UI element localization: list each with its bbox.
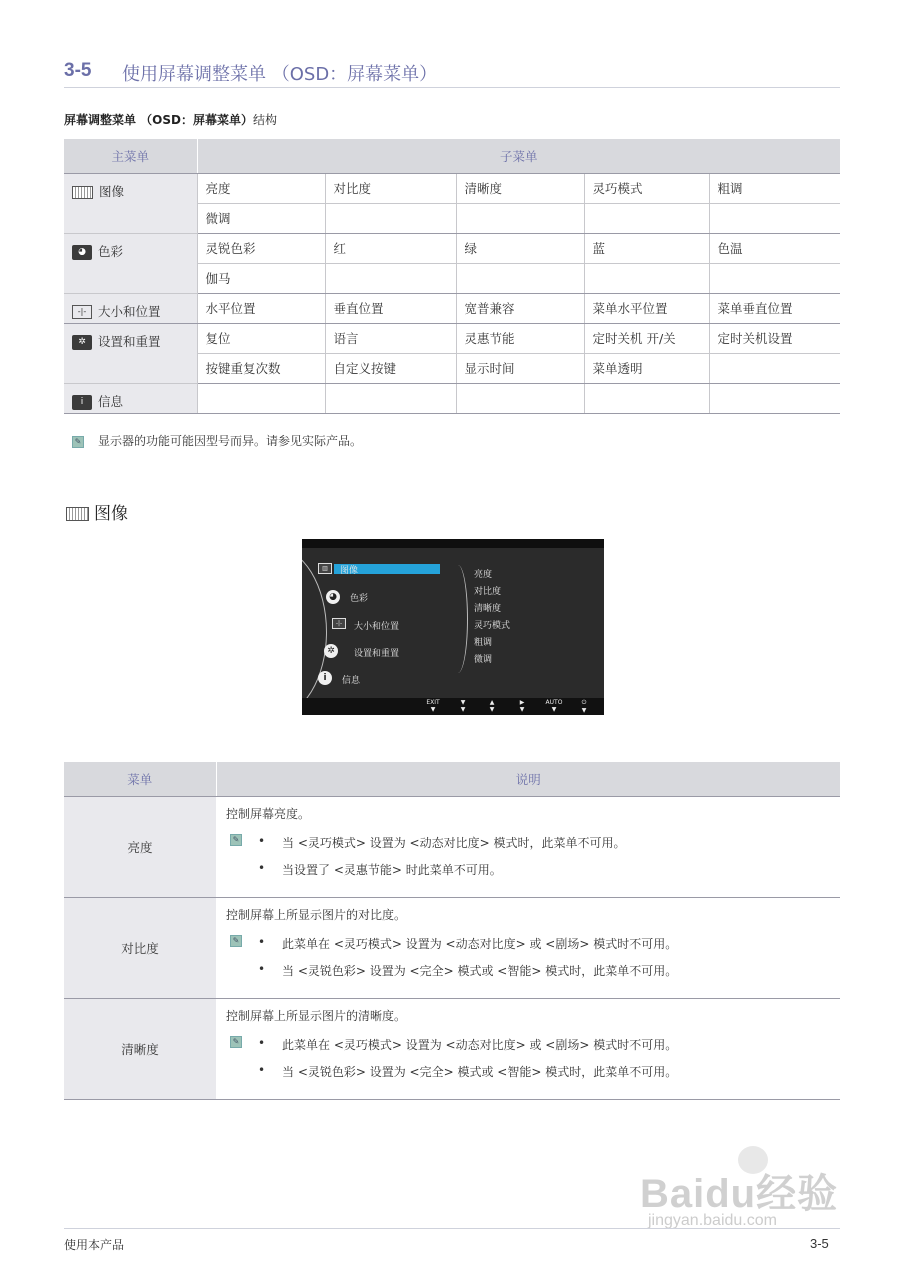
page-number: 3-5 (810, 1236, 829, 1251)
note-bullet: ✎ • 此菜单在 <灵巧模式> 设置为 <动态对比度> 或 <剧场> 模式时不可用。 (226, 1036, 832, 1053)
osd-auto-button: AUTO ▼ (545, 699, 563, 713)
table-cell: 复位 (197, 323, 325, 353)
osd-exit-button: EXIT ▼ (426, 699, 440, 713)
subheading-bold: 屏幕调整菜单 （OSD：屏幕菜单） (64, 113, 253, 127)
gear-icon: ✲ (72, 335, 92, 350)
image-icon (72, 186, 93, 199)
osd-sub-item: 微调 (474, 655, 493, 665)
osd-sub-item: 对比度 (474, 587, 502, 597)
table-cell: 绿 (456, 233, 584, 263)
osd-sub-item: 清晰度 (474, 604, 502, 614)
note-icon: ✎ (230, 834, 242, 846)
note-icon: ✎ (230, 1036, 242, 1048)
table-cell: 对比度 (325, 173, 456, 203)
note-bullet: • 当 <灵锐色彩> 设置为 <完全> 模式或 <智能> 模式时，此菜单不可用。 (258, 1062, 678, 1079)
main-menu-image: 图像 (64, 173, 197, 233)
osd-main-item: 设置和重置 (354, 649, 400, 659)
osd-main-item: 大小和位置 (354, 622, 400, 632)
osd-right-bracket (448, 565, 468, 673)
watermark-logo: Baidu经验 (640, 1172, 839, 1216)
table-cell: 定时关机设置 (709, 323, 840, 353)
baidu-watermark (640, 1140, 860, 1240)
osd-sub-item: 亮度 (474, 570, 493, 580)
osd-power-button: ⏻ ▼ (581, 699, 587, 714)
osd-up-button: ▲ ▼ (489, 699, 495, 713)
table-cell (325, 263, 456, 293)
osd-image-icon: ▥ (318, 563, 332, 574)
table-cell (709, 383, 840, 413)
description-text: 控制屏幕上所显示图片的清晰度。 (226, 1008, 407, 1023)
table-cell: 语言 (325, 323, 456, 353)
image-icon (66, 507, 89, 521)
image-menu-description-table (64, 762, 840, 1100)
table-cell: 菜单垂直位置 (709, 293, 840, 323)
image-section-heading: 图像 (66, 499, 128, 524)
table-cell: 自定义按键 (325, 353, 456, 383)
osd-main-item: 信息 (342, 676, 361, 686)
table-cell: 定时关机 开/关 (584, 323, 709, 353)
table-row (64, 897, 840, 998)
note-icon: ✎ (72, 436, 84, 448)
table-row (64, 998, 840, 1099)
table-cell: 色温 (709, 233, 840, 263)
osd-down-button: ▼ ▼ (460, 699, 466, 713)
table-row (64, 796, 840, 897)
watermark-url: jingyan.baidu.com (648, 1212, 777, 1229)
osd-screenshot (302, 539, 604, 715)
osd-main-item: 色彩 (350, 594, 369, 604)
note-bullet: ✎ • 此菜单在 <灵巧模式> 设置为 <动态对比度> 或 <剧场> 模式时不可用。 (226, 935, 832, 952)
table-cell: 显示时间 (456, 353, 584, 383)
table-cell (584, 263, 709, 293)
menu-cell: 亮度 (64, 796, 216, 897)
table-cell (325, 383, 456, 413)
section-title-bar (64, 60, 840, 88)
description-cell (216, 796, 840, 897)
table-cell: 红 (325, 233, 456, 263)
color-icon: ◕ (72, 245, 92, 260)
osd-size-icon: -|- (332, 618, 346, 629)
note-text: 显示器的功能可能因型号而异。请参见实际产品。 (98, 434, 363, 448)
osd-color-icon: ◕ (326, 590, 340, 604)
table-cell: 灵巧模式 (584, 173, 709, 203)
description-cell (216, 897, 840, 998)
main-menu-setup-reset: ✲ 设置和重置 (64, 323, 197, 383)
table-header-row (64, 762, 840, 796)
size-position-icon: -|- (72, 305, 92, 319)
table-cell (709, 353, 840, 383)
table-cell (325, 203, 456, 233)
table-cell: 按键重复次数 (197, 353, 325, 383)
header-menu: 菜单 (64, 762, 216, 796)
osd-sub-item: 粗调 (474, 638, 493, 648)
menu-cell: 清晰度 (64, 998, 216, 1099)
table-header-row (64, 139, 840, 173)
description-text: 控制屏幕亮度。 (226, 806, 311, 821)
description-cell (216, 998, 840, 1099)
table-cell: 微调 (197, 203, 325, 233)
table-cell (709, 263, 840, 293)
osd-enter-button: ▶ ▼ (519, 699, 525, 713)
table-cell: 灵惠节能 (456, 323, 584, 353)
table-cell (456, 383, 584, 413)
table-cell (709, 203, 840, 233)
table-cell: 垂直位置 (325, 293, 456, 323)
table-cell: 菜单水平位置 (584, 293, 709, 323)
subheading-rest: 结构 (252, 113, 277, 127)
table-cell: 菜单透明 (584, 353, 709, 383)
table-cell (456, 203, 584, 233)
osd-gear-icon: ✲ (324, 644, 338, 658)
table-row (64, 233, 840, 263)
table-cell: 伽马 (197, 263, 325, 293)
model-note (72, 432, 362, 449)
osd-info-icon: i (318, 671, 332, 685)
table-row (64, 323, 840, 353)
osd-sub-item: 灵巧模式 (474, 621, 511, 631)
header-main-menu: 主菜单 (64, 139, 197, 173)
table-row (64, 173, 840, 203)
table-cell: 蓝 (584, 233, 709, 263)
info-icon: i (72, 395, 92, 410)
table-cell: 灵锐色彩 (197, 233, 325, 263)
table-cell: 亮度 (197, 173, 325, 203)
table-cell: 清晰度 (456, 173, 584, 203)
table-cell (584, 203, 709, 233)
section-number: 3-5 (64, 60, 92, 81)
table-cell (197, 383, 325, 413)
note-bullet: • 当设置了 <灵惠节能> 时此菜单不可用。 (258, 860, 502, 877)
table-cell: 宽普兼容 (456, 293, 584, 323)
note-bullet: ✎ • 当 <灵巧模式> 设置为 <动态对比度> 模式时，此菜单不可用。 (226, 834, 832, 851)
structure-subheading (64, 111, 277, 128)
header-sub-menu: 子菜单 (197, 139, 840, 173)
table-cell: 水平位置 (197, 293, 325, 323)
menu-structure-table (64, 139, 840, 414)
description-text: 控制屏幕上所显示图片的对比度。 (226, 907, 407, 922)
note-bullet: • 当 <灵锐色彩> 设置为 <完全> 模式或 <智能> 模式时，此菜单不可用。 (258, 961, 678, 978)
footer-chapter: 使用本产品 (64, 1238, 125, 1252)
table-cell (584, 383, 709, 413)
section-title: 使用屏幕调整菜单 （OSD：屏幕菜单） (122, 64, 438, 85)
main-menu-color: ◕ 色彩 (64, 233, 197, 293)
osd-main-item: 图像 (340, 566, 359, 576)
note-icon: ✎ (230, 935, 242, 947)
table-row (64, 383, 840, 413)
main-menu-info: i 信息 (64, 383, 197, 413)
main-menu-size-position: -|- 大小和位置 (64, 293, 197, 323)
table-row (64, 293, 840, 323)
menu-cell: 对比度 (64, 897, 216, 998)
osd-button-bar (302, 698, 604, 715)
table-cell: 粗调 (709, 173, 840, 203)
footer-divider (64, 1228, 840, 1229)
header-description: 说明 (216, 762, 840, 796)
table-cell (456, 263, 584, 293)
